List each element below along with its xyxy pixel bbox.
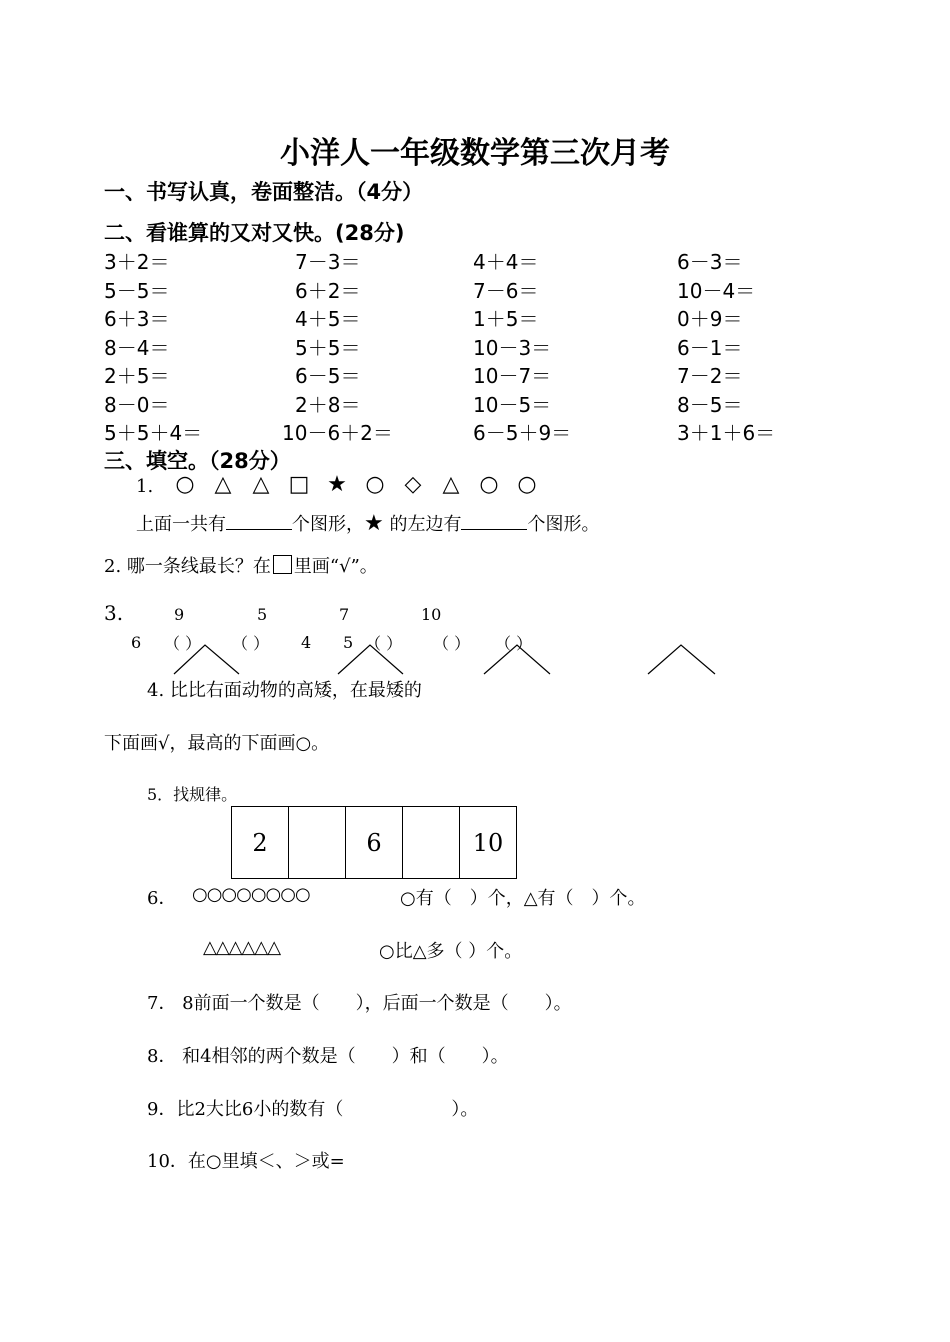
q4-line-1: 4. 比比右面动物的高矮，在最矮的 <box>147 680 422 701</box>
calc-item: 4＋4＝ <box>473 250 539 274</box>
calc-item: 7－2＝ <box>677 364 743 388</box>
calc-item: 2＋5＝ <box>104 364 170 388</box>
calc-item: 7－6＝ <box>473 279 539 303</box>
calc-item: 10－4＝ <box>677 279 756 303</box>
pattern-cell: 2 <box>232 807 289 879</box>
q3-answer-slot[interactable]: （ ） <box>495 634 533 653</box>
calc-item: 10－7＝ <box>473 364 552 388</box>
calc-item: 6＋3＝ <box>104 307 170 331</box>
q4-line-2: 下面画√，最高的下面画○。 <box>104 733 330 754</box>
q3-answer-slot[interactable]: （ ） <box>365 634 403 653</box>
calc-item: 6－3＝ <box>677 250 743 274</box>
pattern-cell-blank[interactable] <box>403 807 460 879</box>
section-2-heading: 二、看谁算的又对又快。(28分) <box>104 221 405 245</box>
pattern-cell-blank[interactable] <box>289 807 346 879</box>
q6-text-2: ○比△多（ ）个。 <box>379 941 523 962</box>
q8-question: 8． 和4相邻的两个数是（ ）和（ ）。 <box>147 1046 509 1067</box>
calc-item: 6＋2＝ <box>295 279 361 303</box>
calc-item: 6－1＝ <box>677 336 743 360</box>
q1-text: 上面一共有 <box>136 514 226 535</box>
section-1-heading: 一、书写认真，卷面整洁。（4分） <box>104 180 424 204</box>
circle-icon: ○ <box>517 472 537 497</box>
calc-item: 5＋5＋4＝ <box>104 421 203 445</box>
q1-text: 个图形， <box>292 514 364 535</box>
star-icon: ★ <box>327 472 347 497</box>
calc-item: 8－4＝ <box>104 336 170 360</box>
q3-answer-slot[interactable]: （ ） <box>232 634 270 653</box>
page-title: 小洋人一年级数学第三次月考 <box>280 136 670 171</box>
q3-answer-slot[interactable]: （ ） <box>164 634 202 653</box>
q6-circles: ○○○○○○○○ <box>192 884 310 905</box>
circle-icon: ○ <box>365 472 385 497</box>
calc-item: 8－0＝ <box>104 393 170 417</box>
split-line <box>484 645 550 674</box>
square-icon: □ <box>288 472 310 497</box>
q3-answer-slot[interactable]: （ ） <box>433 634 471 653</box>
diamond-icon: ◇ <box>404 472 422 497</box>
pattern-cell: 10 <box>460 807 517 879</box>
calc-item: 6－5＝ <box>295 364 361 388</box>
calc-item: 4＋5＝ <box>295 307 361 331</box>
q3-bottom-item: 6 <box>131 633 142 652</box>
calc-item: 0＋9＝ <box>677 307 743 331</box>
q3-top-number: 5 <box>257 605 268 624</box>
q1-number: 1. <box>136 476 154 497</box>
q10-question: 10．在○里填＜、＞或= <box>147 1151 345 1172</box>
q9-question: 9．比2大比6小的数有（ ）。 <box>147 1099 479 1120</box>
calc-item: 8－5＝ <box>677 393 743 417</box>
triangle-icon: △ <box>252 472 270 497</box>
calc-item: 3＋1＋6＝ <box>677 421 776 445</box>
calc-item: 10－5＝ <box>473 393 552 417</box>
q2-text: 里画“√”。 <box>293 556 378 577</box>
calc-item: 2＋8＝ <box>295 393 361 417</box>
q6-number: 6． <box>147 888 177 909</box>
split-line <box>174 645 239 674</box>
q3-number: 3. <box>104 601 124 625</box>
q6-text-1: ○有（ ）个，△有（ ）个。 <box>400 888 646 909</box>
calc-item: 5＋5＝ <box>295 336 361 360</box>
q1-text: 个图形。 <box>527 514 600 535</box>
calc-item: 7－3＝ <box>295 250 361 274</box>
q6-triangles: △△△△△△ <box>203 937 281 958</box>
q2-text: 2. 哪一条线最长？在 <box>104 556 271 577</box>
calc-item: 3＋2＝ <box>104 250 170 274</box>
q3-bottom-item: 5 <box>343 633 354 652</box>
calc-item: 1＋5＝ <box>473 307 539 331</box>
q3-top-number: 9 <box>174 605 185 624</box>
triangle-icon: △ <box>214 472 232 497</box>
circle-icon: ○ <box>175 472 195 497</box>
calc-item: 10－3＝ <box>473 336 552 360</box>
calc-item: 10－6＋2＝ <box>282 421 393 445</box>
q3-bottom-item: 4 <box>301 633 312 652</box>
q5-label: 5．找规律。 <box>147 785 238 804</box>
triangle-icon: △ <box>442 472 460 497</box>
q7-question: 7． 8前面一个数是（ ），后面一个数是（ ）。 <box>147 993 572 1014</box>
split-line <box>648 645 715 674</box>
calc-item: 5－5＝ <box>104 279 170 303</box>
q1-text: 的左边有 <box>383 514 462 535</box>
split-line <box>338 645 403 674</box>
star-icon: ★ <box>364 511 384 536</box>
pattern-cell: 6 <box>346 807 403 879</box>
calc-item: 6－5＋9＝ <box>473 421 572 445</box>
circle-icon: ○ <box>479 472 499 497</box>
q3-top-number: 7 <box>339 605 350 624</box>
section-3-heading: 三、填空。（28分） <box>104 449 291 473</box>
q3-top-number: 10 <box>421 605 442 624</box>
pattern-table <box>231 806 517 879</box>
